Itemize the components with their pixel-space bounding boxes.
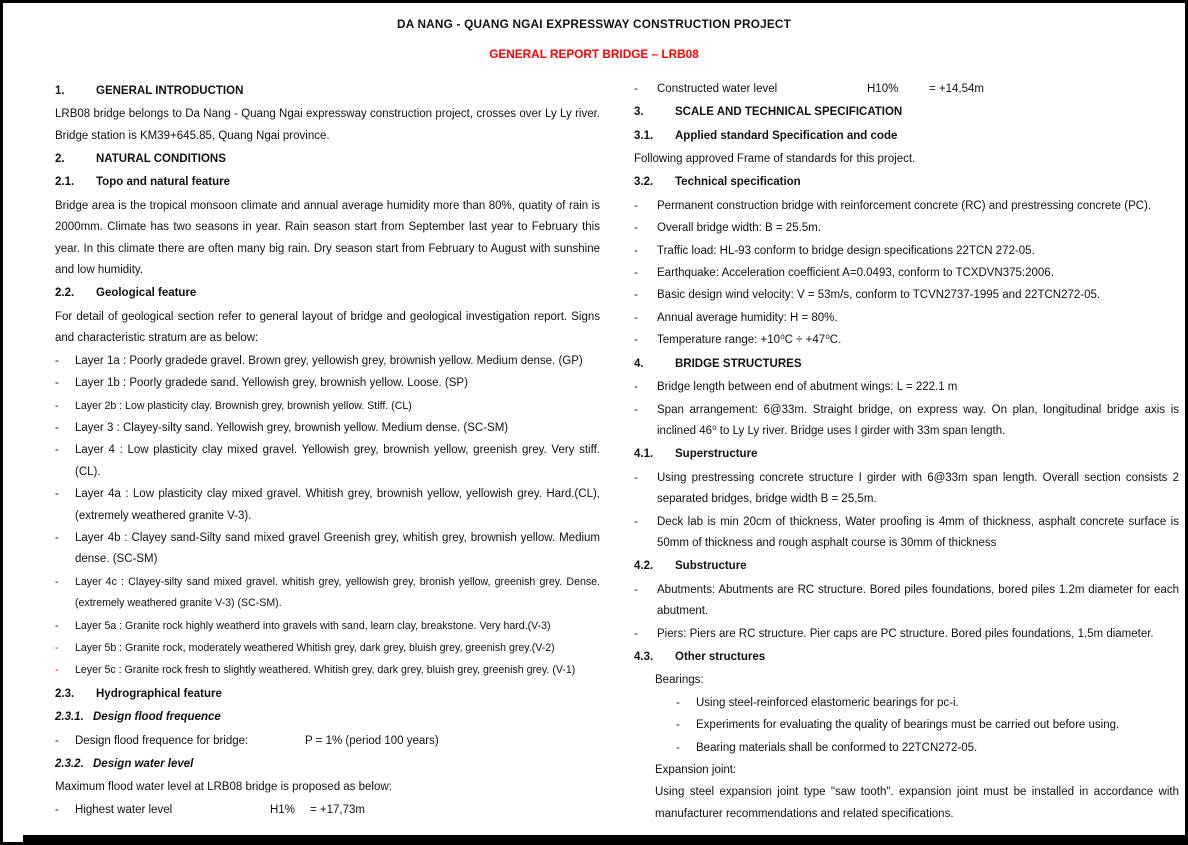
bridge-text: Bridge length between end of abutment wings: L = 222.1 m — [657, 381, 958, 394]
layer-text: Layer 4c : Clayey-silty sand mixed gravel. whitish grey, yellowish grey, bronish yellow, greenish grey. Dense.(extremely weathered granite V-3) (SC-SM). — [75, 575, 600, 610]
layer-text: Layer 5b : Granite rock, moderately weathered Whitish grey, dark grey, bluish grey, greenish grey.(V-2) — [75, 641, 555, 654]
bridge-item — [634, 400, 1179, 443]
section-3-1-heading — [634, 126, 1179, 147]
frame-standards-paragraph: Following approved Frame of standards for this project. — [634, 153, 916, 166]
section-title: Substructure — [675, 560, 747, 573]
section-title: Other structures — [675, 650, 766, 663]
bullet-dash: - — [55, 803, 59, 816]
layer-text: Layer 1b : Poorly gradede sand. Yellowish grey, brownish yellow. Loose. (SP) — [75, 377, 468, 390]
bullet-dash: - — [55, 619, 59, 632]
bearings-label: Bearings: — [655, 674, 704, 687]
substructure-text: Abutments: Abutments are RC structure. Bored piles foundations, bored piles 1.2m diameter for each abutment. — [657, 583, 1179, 618]
section-3-2-heading — [634, 172, 1179, 193]
section-title: SCALE AND TECHNICAL SPECIFICATION — [675, 106, 903, 119]
bullet-dash: - — [634, 381, 638, 394]
spec-text: Temperature range: +10⁰C ÷ +47⁰C. — [657, 334, 842, 347]
section-title: BRIDGE STRUCTURES — [675, 357, 802, 370]
flood-frequence-row — [55, 731, 600, 752]
spec-item — [634, 285, 1179, 306]
section-title: Technical specification — [675, 176, 801, 189]
superstructure-item — [634, 512, 1179, 555]
section-number: 3.2. — [634, 176, 654, 189]
layer-item-5b — [55, 638, 600, 659]
bullet-dash-red: - — [55, 664, 59, 677]
constructed-water-level-row — [634, 79, 1179, 100]
spec-text: Permanent construction bridge with reinforcement concrete (RC) and prestressing concrete (PC). — [657, 199, 1152, 212]
flood-value: P = 1% (period 100 years) — [305, 734, 439, 747]
section-number: 1. — [55, 84, 65, 97]
section-2-heading — [55, 149, 600, 170]
layer-item-3 — [55, 418, 600, 439]
section-number: 2.3. — [55, 687, 75, 700]
layer-item-4b — [55, 528, 600, 571]
superstructure-text: Deck lab is min 20cm of thickness, Water proofing is 4mm of thickness, asphalt concrete surface is 50mm of thickness and rough asphalt course is 30mm of thickness — [657, 515, 1179, 549]
spec-text: Overall bridge width: B = 25.5m. — [657, 222, 821, 235]
layer-text: Leyer 5c : Granite rock fresh to slightly weathered. Whitish grey, dark grey, bluish grey, greenish grey. (V-1) — [75, 664, 576, 677]
spec-item — [634, 196, 1179, 217]
section-title: Hydrographical feature — [96, 687, 222, 700]
section-number: 4.2. — [634, 560, 654, 573]
section-title: GENERAL INTRODUCTION — [96, 84, 244, 97]
substructure-text: Piers: Piers are RC structure. Pier caps are PC structure. Bored piles foundations, 1.5m diameter. — [657, 627, 1154, 640]
section-4-1-heading — [634, 444, 1179, 465]
bullet-dash: - — [634, 515, 638, 528]
bullet-dash: - — [634, 199, 638, 212]
bridge-item — [634, 377, 1179, 398]
expansion-joint-paragraph: Using steel expansion joint type "saw tooth". expansion joint must be installed in accordance with manufacturer recommendations and related specifications. — [655, 786, 1179, 820]
bullet-dash: - — [676, 719, 680, 732]
layer-text: Layer 4b : Clayey sand-Silty sand mixed gravel Greenish grey, whitish grey, brownish yellow. Medium dense. (SC-SM) — [75, 531, 600, 566]
bullet-dash: - — [55, 444, 59, 457]
spec-text: Annual average humidity: H = 80%. — [657, 311, 838, 324]
water-level-paragraph: Maximum flood water level at LRB08 bridge is proposed as below: — [55, 781, 392, 794]
section-number: 3.1. — [634, 129, 654, 142]
spec-item — [634, 218, 1179, 239]
layer-item-1b — [55, 373, 600, 394]
bearing-item — [655, 693, 1179, 714]
section-title: Superstructure — [675, 448, 758, 461]
bullet-dash: - — [55, 531, 59, 544]
constructed-symbol: H10% — [867, 82, 899, 95]
layer-text: Layer 4 : Low plasticity clay mixed gravel. Yellowish grey, brownish yellow, greenish grey. Very stiff. (CL). — [75, 444, 600, 478]
section-number: 2.1. — [55, 176, 75, 189]
section-title: Topo and natural feature — [96, 176, 230, 189]
expansion-joint-label: Expansion joint: — [655, 764, 737, 776]
bullet-dash: - — [55, 488, 59, 501]
constructed-label: Constructed water level — [657, 82, 778, 95]
bullet-dash: - — [634, 244, 638, 257]
topo-paragraph: Bridge area is the tropical monsoon climate and annual average humidity more than 80%, quatity of rain is 2000mm. Climate has two seasons in year. Rain season start from September last year to February this year. In this climate there are often many big rain. Dry season start from February to August with sunshine and low humidity. — [55, 199, 600, 277]
bullet-dash-red: - — [55, 641, 59, 654]
bullet-dash: - — [634, 82, 638, 95]
report-header — [3, 3, 1185, 66]
left-column — [55, 79, 600, 826]
bullet-dash: - — [55, 575, 59, 588]
geology-paragraph: For detail of geological section refer to general layout of bridge and geological investigation report. Signs and characteristic stratum are as below: — [55, 310, 600, 345]
section-4-2-heading — [634, 556, 1179, 577]
bullet-dash: - — [634, 403, 638, 416]
highest-value: = +17,73m — [310, 803, 365, 816]
bearing-text: Bearing materials shall be conformed to 22TCN272-05. — [696, 741, 978, 754]
section-number: 4.1. — [634, 448, 654, 461]
doc-title: DA NANG - QUANG NGAI EXPRESSWAY CONSTRUCTION PROJECT — [396, 17, 792, 31]
layer-item-1a — [55, 351, 600, 372]
doc-subtitle: GENERAL REPORT BRIDGE – LRB08 — [489, 47, 699, 62]
bullet-dash: - — [676, 696, 680, 709]
bullet-dash: - — [55, 399, 59, 412]
spec-item — [634, 241, 1179, 262]
section-2-1-heading — [55, 172, 600, 193]
spec-item — [634, 308, 1179, 329]
layer-text: Layer 4a : Low plasticity clay mixed gravel. Whitish grey, brownish yellow, yellowish grey. Hard.(CL), (extremely weathered granite V-3). — [75, 488, 600, 522]
spec-text: Basic design wind velocity: V = 53m/s, conform to TCVN2737-1995 and 22TCN272-05. — [657, 289, 1101, 302]
bullet-dash: - — [55, 354, 59, 367]
bullet-dash: - — [676, 741, 680, 754]
two-column-layout — [3, 79, 1185, 826]
section-number: 2.3.2. — [55, 758, 84, 770]
section-title: Geological feature — [96, 287, 197, 300]
highest-label: Highest water level — [75, 803, 173, 816]
bearing-text: Experiments for evaluating the quality of bearings must be carried out before using. — [696, 719, 1120, 732]
highest-water-level-row — [55, 800, 600, 821]
section-4-3-heading — [634, 647, 1179, 668]
spec-text: Earthquake: Acceleration coefficient A=0.0493, conform to TCXDVN375:2006. — [657, 267, 1054, 280]
bullet-dash: - — [634, 334, 638, 347]
layer-text: Layer 2b : Low plasticity clay. Brownish grey, brownish yellow. Stiff. (CL) — [75, 399, 412, 412]
substructure-item — [634, 624, 1179, 645]
layer-text: Layer 1a : Poorly gradede gravel. Brown grey, yellowish grey, brownish yellow. Medium dense. (GP) — [75, 354, 583, 367]
layer-item-4 — [55, 440, 600, 483]
layer-item-4a — [55, 484, 600, 527]
section-number: 2. — [55, 153, 65, 166]
bullet-dash: - — [634, 471, 638, 484]
section-2-3-heading — [55, 684, 600, 705]
bearing-text: Using steel-reinforced elastomeric bearings for pc-i. — [696, 696, 959, 709]
section-4-heading — [634, 354, 1179, 375]
bullet-dash: - — [634, 627, 638, 640]
section-2-3-1-heading — [55, 707, 600, 728]
layer-item-2b — [55, 396, 600, 417]
section-number: 4. — [634, 357, 644, 370]
bullet-dash: - — [634, 289, 638, 302]
spec-item — [634, 263, 1179, 284]
intro-paragraph: LRB08 bridge belongs to Da Nang - Quang Ngai expressway construction project, crosses over Ly Ly river. Bridge station is KM39+645.85, Quang Ngai province. — [55, 108, 600, 142]
bullet-dash: - — [55, 734, 59, 747]
section-1-heading — [55, 81, 600, 102]
layer-item-5a — [55, 616, 600, 637]
section-number: 3. — [634, 106, 644, 119]
bearing-item — [655, 715, 1179, 736]
flood-label: Design flood frequence for bridge: — [75, 734, 249, 747]
section-3-heading — [634, 102, 1179, 123]
section-2-3-2-heading — [55, 754, 600, 775]
layer-text: Layer 5a : Granite rock highly weatherd into gravels with sand, learn clay, breakstone. Very hard.(V-3) — [75, 619, 551, 632]
constructed-value: = +14,54m — [929, 82, 984, 95]
section-number: 2.2. — [55, 287, 75, 300]
substructure-item — [634, 580, 1179, 623]
bullet-dash: - — [634, 583, 638, 596]
superstructure-item — [634, 468, 1179, 511]
other-structures-block — [634, 670, 1179, 825]
spec-item — [634, 330, 1179, 351]
bullet-dash: - — [634, 222, 638, 235]
section-title: Design flood frequence — [93, 711, 221, 724]
section-number: 2.3.1. — [55, 711, 84, 724]
bullet-dash: - — [634, 267, 638, 280]
page-bottom-rule — [23, 835, 1185, 842]
bullet-dash: - — [55, 377, 59, 390]
layer-item-5c — [55, 660, 600, 681]
section-title: Design water level — [93, 758, 194, 770]
section-title: Applied standard Specification and code — [675, 129, 898, 142]
right-column — [634, 79, 1179, 826]
bullet-dash: - — [634, 311, 638, 324]
bearing-item — [655, 738, 1179, 759]
highest-symbol: H1% — [270, 803, 295, 816]
spec-text: Traffic load: HL-93 conform to bridge design specifications 22TCN 272-05. — [657, 244, 1035, 257]
layer-text: Layer 3 : Clayey-silty sand. Yellowish grey, brownish yellow. Medium dense. (SC-SM) — [75, 421, 509, 434]
section-2-2-heading — [55, 283, 600, 304]
layer-item-4c — [55, 572, 600, 615]
superstructure-text: Using prestressing concrete structure I girder with 6@33m span length. Overall section consists 2 separated bridges, bridge width B = 25,5m. — [657, 471, 1179, 506]
bullet-dash: - — [55, 421, 59, 434]
bridge-text: Span arrangement: 6@33m. Straight bridge, on express way. On plan, longitudinal bridge axis is inclined 46⁰ to Ly Ly river. Bridge uses I girder with 33m span length. — [657, 403, 1179, 437]
section-number: 4.3. — [634, 650, 654, 663]
section-title: NATURAL CONDITIONS — [96, 153, 226, 166]
